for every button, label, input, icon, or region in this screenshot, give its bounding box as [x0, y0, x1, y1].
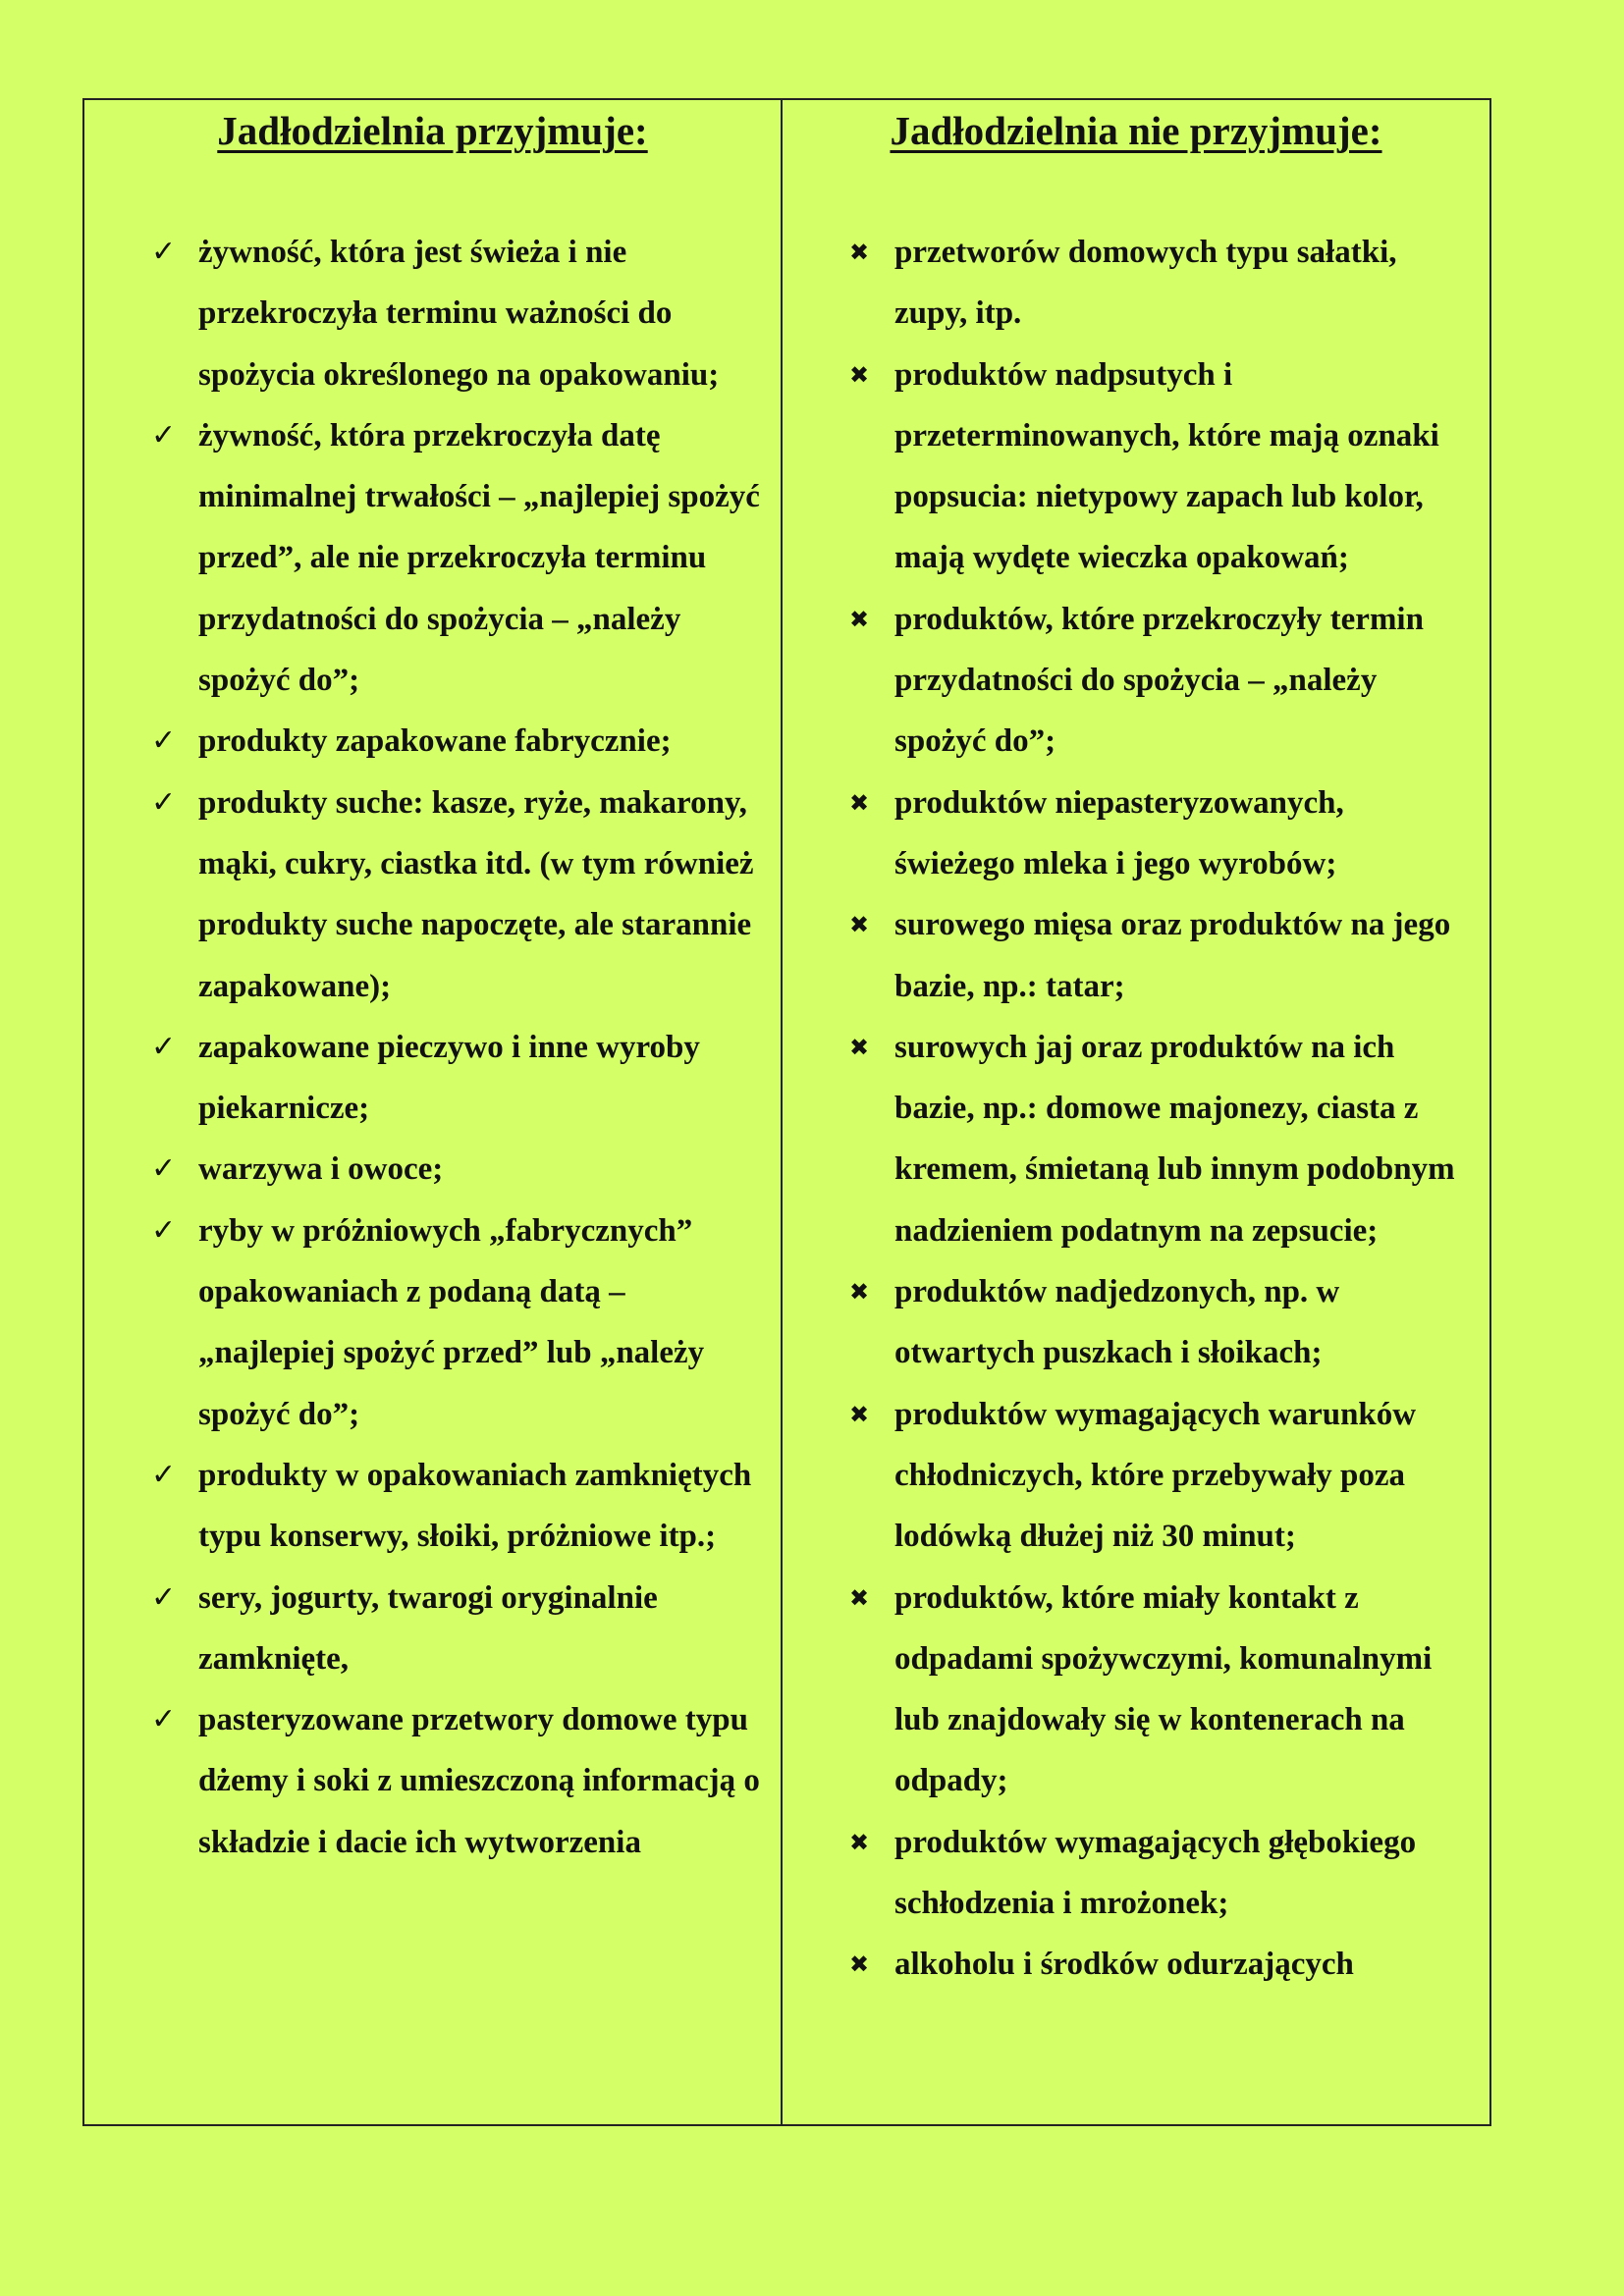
accepted-item-text: zapakowane pieczywo i inne wyroby piekarnicze; [198, 1029, 700, 1127]
cross-icon: ✖ [849, 1950, 870, 1979]
rejected-item-text: produktów wymagających głębokiego schłodzenia i mrożonek; [894, 1824, 1417, 1922]
accepted-item [84, 1445, 781, 1568]
accepted-item [84, 1689, 781, 1873]
rejected-item-text: produktów niepasteryzowanych, świeżego mleka i jego wyrobów; [894, 784, 1344, 881]
cross-icon: ✖ [849, 1278, 870, 1307]
accepted-column [84, 100, 783, 2124]
rejected-item-text: produktów wymagających warunków chłodniczych, które przebywały poza lodówką dłużej niż 30 minut; [894, 1396, 1417, 1555]
cross-icon: ✖ [849, 360, 870, 389]
check-icon: ✓ [151, 235, 177, 269]
accepted-item-text: produkty suche: kasze, ryże, makarony, mąki, cukry, ciastka itd. (w tym również produkty suche napoczęte, ale starannie zapakowane); [198, 784, 754, 1004]
rejected-item-text: przetworów domowych typu sałatki, zupy, itp. [894, 235, 1397, 332]
accepted-item [84, 711, 781, 772]
rejected-item [783, 1812, 1489, 1935]
check-icon: ✓ [151, 1702, 177, 1737]
check-icon: ✓ [151, 1029, 177, 1064]
cross-icon: ✖ [849, 605, 870, 633]
rejected-item [783, 1568, 1489, 1812]
accepted-item [84, 222, 781, 405]
rejected-item-text: alkoholu i środków odurzających [894, 1947, 1354, 1983]
accepted-item-text: produkty w opakowaniach zamkniętych typu konserwy, słoiki, próżniowe itp.; [198, 1457, 752, 1555]
rejected-item [783, 894, 1489, 1017]
cross-icon: ✖ [849, 1828, 870, 1856]
accepted-item-text: sery, jogurty, twarogi oryginalnie zamknięte, [198, 1579, 658, 1677]
check-icon: ✓ [151, 417, 177, 453]
accepted-item [84, 773, 781, 1017]
accepted-item-text: produkty zapakowane fabrycznie; [198, 723, 672, 760]
accepted-item [84, 1568, 781, 1690]
rejected-item [783, 1261, 1489, 1384]
rejected-item [783, 589, 1489, 773]
accepted-item-text: pasteryzowane przetwory domowe typu dżemy i soki z umieszczoną informacją o składzie i dacie ich wytworzenia [198, 1702, 760, 1860]
rejected-title: Jadłodzielnia nie przyjmuje: [890, 108, 1382, 153]
rejected-item-text: produktów nadpsutych i przeterminowanych, które mają oznaki popsucia: nietypowy zapach lub kolor, mają wydęte wieczka opakowań; [894, 356, 1439, 576]
accepted-item-text: żywność, która przekroczyła datę minimalnej trwałości – „najlepiej spożyć przed”, ale nie przekroczyła terminu przydatności do spożycia – „należy spożyć do”; [198, 417, 760, 699]
check-icon: ✓ [151, 1579, 177, 1615]
check-icon: ✓ [151, 1151, 177, 1187]
rejected-list [783, 222, 1489, 1996]
accepted-item [84, 1017, 781, 1140]
accepted-list [84, 222, 781, 1873]
rejected-item-text: surowych jaj oraz produktów na ich bazie, np.: domowe majonezy, ciasta z kremem, śmietaną lub innym podobnym nadzieniem podatnym na zepsucie; [894, 1029, 1455, 1249]
cross-icon: ✖ [849, 1583, 870, 1612]
cross-icon: ✖ [849, 239, 870, 266]
rejected-column [783, 100, 1489, 2124]
accepted-item-text: ryby w próżniowych „fabrycznych” opakowaniach z podaną datą – „najlepiej spożyć przed” lub „należy spożyć do”; [198, 1212, 705, 1432]
cross-icon: ✖ [849, 1400, 870, 1428]
accepted-item-text: warzywa i owoce; [198, 1151, 444, 1188]
accepted-item [84, 405, 781, 711]
accepted-item [84, 1139, 781, 1200]
cross-icon: ✖ [849, 788, 870, 817]
rejected-item [783, 222, 1489, 345]
rejected-item [783, 345, 1489, 589]
rejected-item [783, 773, 1489, 895]
rejected-item-text: surowego mięsa oraz produktów na jego bazie, np.: tatar; [894, 907, 1451, 1004]
info-table [82, 98, 1491, 2126]
accepted-item [84, 1201, 781, 1445]
check-icon: ✓ [151, 723, 177, 759]
check-icon: ✓ [151, 1212, 177, 1248]
accepted-title: Jadłodzielnia przyjmuje: [217, 108, 648, 153]
cross-icon: ✖ [849, 911, 870, 939]
rejected-item [783, 1017, 1489, 1261]
check-icon: ✓ [151, 1457, 177, 1492]
accepted-item-text: żywność, która jest świeża i nie przekroczyła terminu ważności do spożycia określonego na opakowaniu; [198, 235, 720, 393]
rejected-item [783, 1384, 1489, 1568]
rejected-item-text: produktów, które przekroczyły termin przydatności do spożycia – „należy spożyć do”; [894, 601, 1424, 760]
cross-icon: ✖ [849, 1033, 870, 1061]
rejected-item-text: produktów nadjedzonych, np. w otwartych puszkach i słoikach; [894, 1274, 1340, 1371]
rejected-item-text: produktów, które miały kontakt z odpadami spożywczymi, komunalnymi lub znajdowały się w kontenerach na odpady; [894, 1579, 1433, 1799]
rejected-item [783, 1934, 1489, 1995]
check-icon: ✓ [151, 784, 177, 820]
